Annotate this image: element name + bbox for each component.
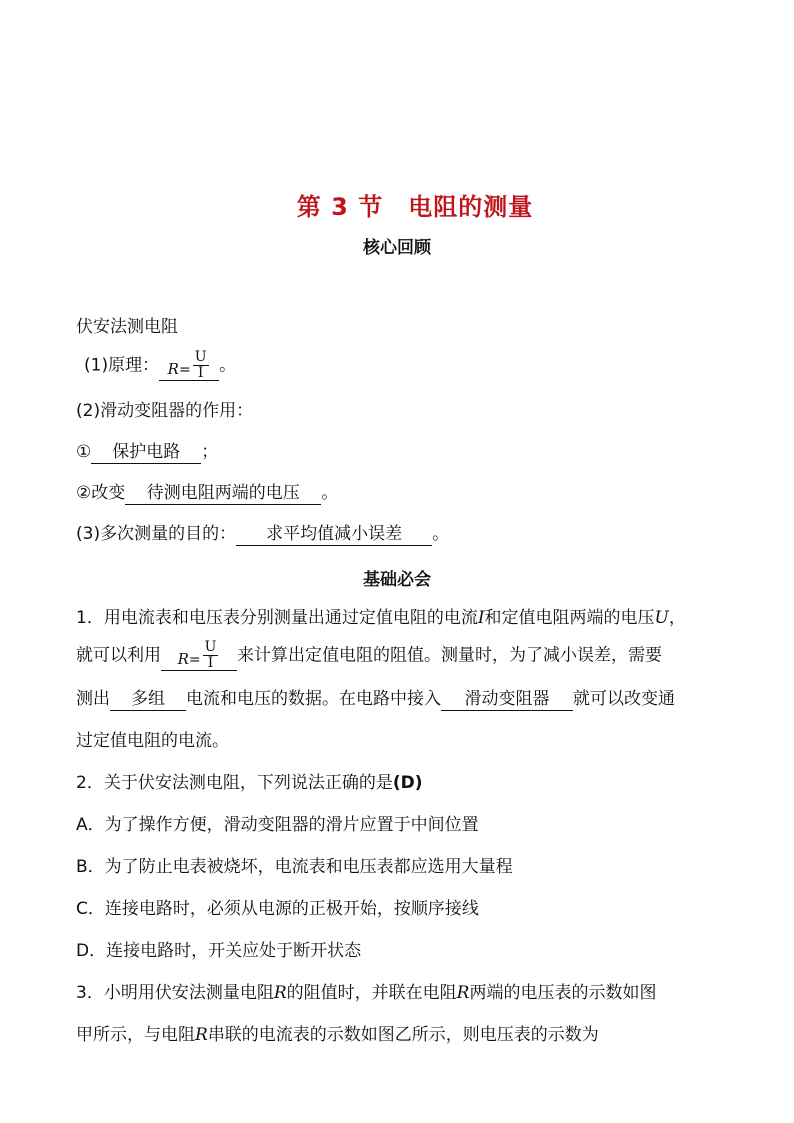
- q2-line: (2)滑动变阻器的作用：: [76, 401, 254, 421]
- item1-prefix: ①: [76, 442, 92, 462]
- item2-line: [76, 482, 338, 505]
- formula-eq: =: [178, 361, 191, 378]
- formula-eq: =: [188, 651, 201, 668]
- item1-suffix: ；: [201, 442, 219, 462]
- p1-line2: 就可以利用 R= $\frac{U}{I}$ 来计算出定值电阻的阻值。测量时，为了减小误差，需要: [76, 639, 662, 671]
- section-heading-review: 核心回顾: [363, 238, 431, 258]
- q1-line: [84, 350, 236, 381]
- q1-suffix: 。: [219, 355, 237, 376]
- formula-lhs: R: [167, 359, 179, 378]
- p2-stem: 2．关于伏安法测电阻，下列说法正确的是(D): [76, 773, 423, 793]
- item2-answer: 待测电阻两端的电压: [125, 482, 321, 505]
- topic-line: 伏安法测电阻: [76, 317, 178, 337]
- p1-line3: 测出 多组 电流和电压的数据。在电路中接入 滑动变阻器 就可以改变通: [76, 689, 675, 709]
- formula-denominator: I: [197, 365, 204, 381]
- p2-option-a: A．为了操作方便，滑动变阻器的滑片应置于中间位置: [76, 815, 479, 835]
- p2-option-d: D．连接电路时，开关应处于断开状态: [76, 941, 362, 961]
- p1-line4: 过定值电阻的电流。: [76, 731, 229, 751]
- p2-option-b: B．为了防止电表被烧坏，电流表和电压表都应选用大量程: [76, 857, 513, 877]
- q1-prefix: (1)原理：: [84, 355, 160, 376]
- var-R: R: [195, 1025, 208, 1045]
- formula-lhs: R: [177, 649, 189, 668]
- p2-option-c: C．连接电路时，必须从电源的正极开始，按顺序接线: [76, 899, 479, 919]
- var-U: U: [654, 608, 669, 628]
- var-R: R: [456, 983, 470, 1003]
- formula-numerator: U: [204, 639, 217, 655]
- formula-denominator: I: [207, 655, 214, 671]
- item1-answer: 保护电路: [91, 441, 201, 464]
- q3-answer: 求平均值减小误差: [236, 523, 432, 546]
- q1-answer-blank: [159, 350, 219, 381]
- p2-answer: (D): [392, 773, 423, 793]
- q3-line: [76, 523, 449, 546]
- p1-formula-blank: [161, 640, 237, 671]
- p3-line1: 3．小明用伏安法测量电阻R的阻值时，并联在电阻R两端的电压表的示数如图: [76, 983, 657, 1003]
- var-I: I: [477, 608, 485, 628]
- page-title: 第 3 节 电阻的测量: [296, 193, 534, 221]
- formula-fraction: [203, 640, 219, 671]
- p1-answer2: 滑动变阻器: [441, 688, 573, 711]
- p3-line2: 甲所示，与电阻R串联的电流表的示数如图乙所示，则电压表的示数为: [76, 1025, 599, 1045]
- q3-suffix: 。: [432, 524, 450, 544]
- p1-answer1: 多组: [110, 688, 186, 711]
- item2-prefix: ②改变: [76, 483, 126, 503]
- item2-suffix: 。: [321, 483, 339, 503]
- p1-line1: 1．用电流表和电压表分别测量出通过定值电阻的电流I和定值电阻两端的电压U，: [76, 608, 686, 628]
- section-heading-basics: 基础必会: [363, 570, 431, 590]
- formula-numerator: U: [194, 349, 207, 365]
- var-R: R: [273, 983, 287, 1003]
- q3-prefix: (3)多次测量的目的：: [76, 524, 237, 544]
- item1-line: [76, 441, 218, 464]
- formula-fraction: [193, 350, 209, 381]
